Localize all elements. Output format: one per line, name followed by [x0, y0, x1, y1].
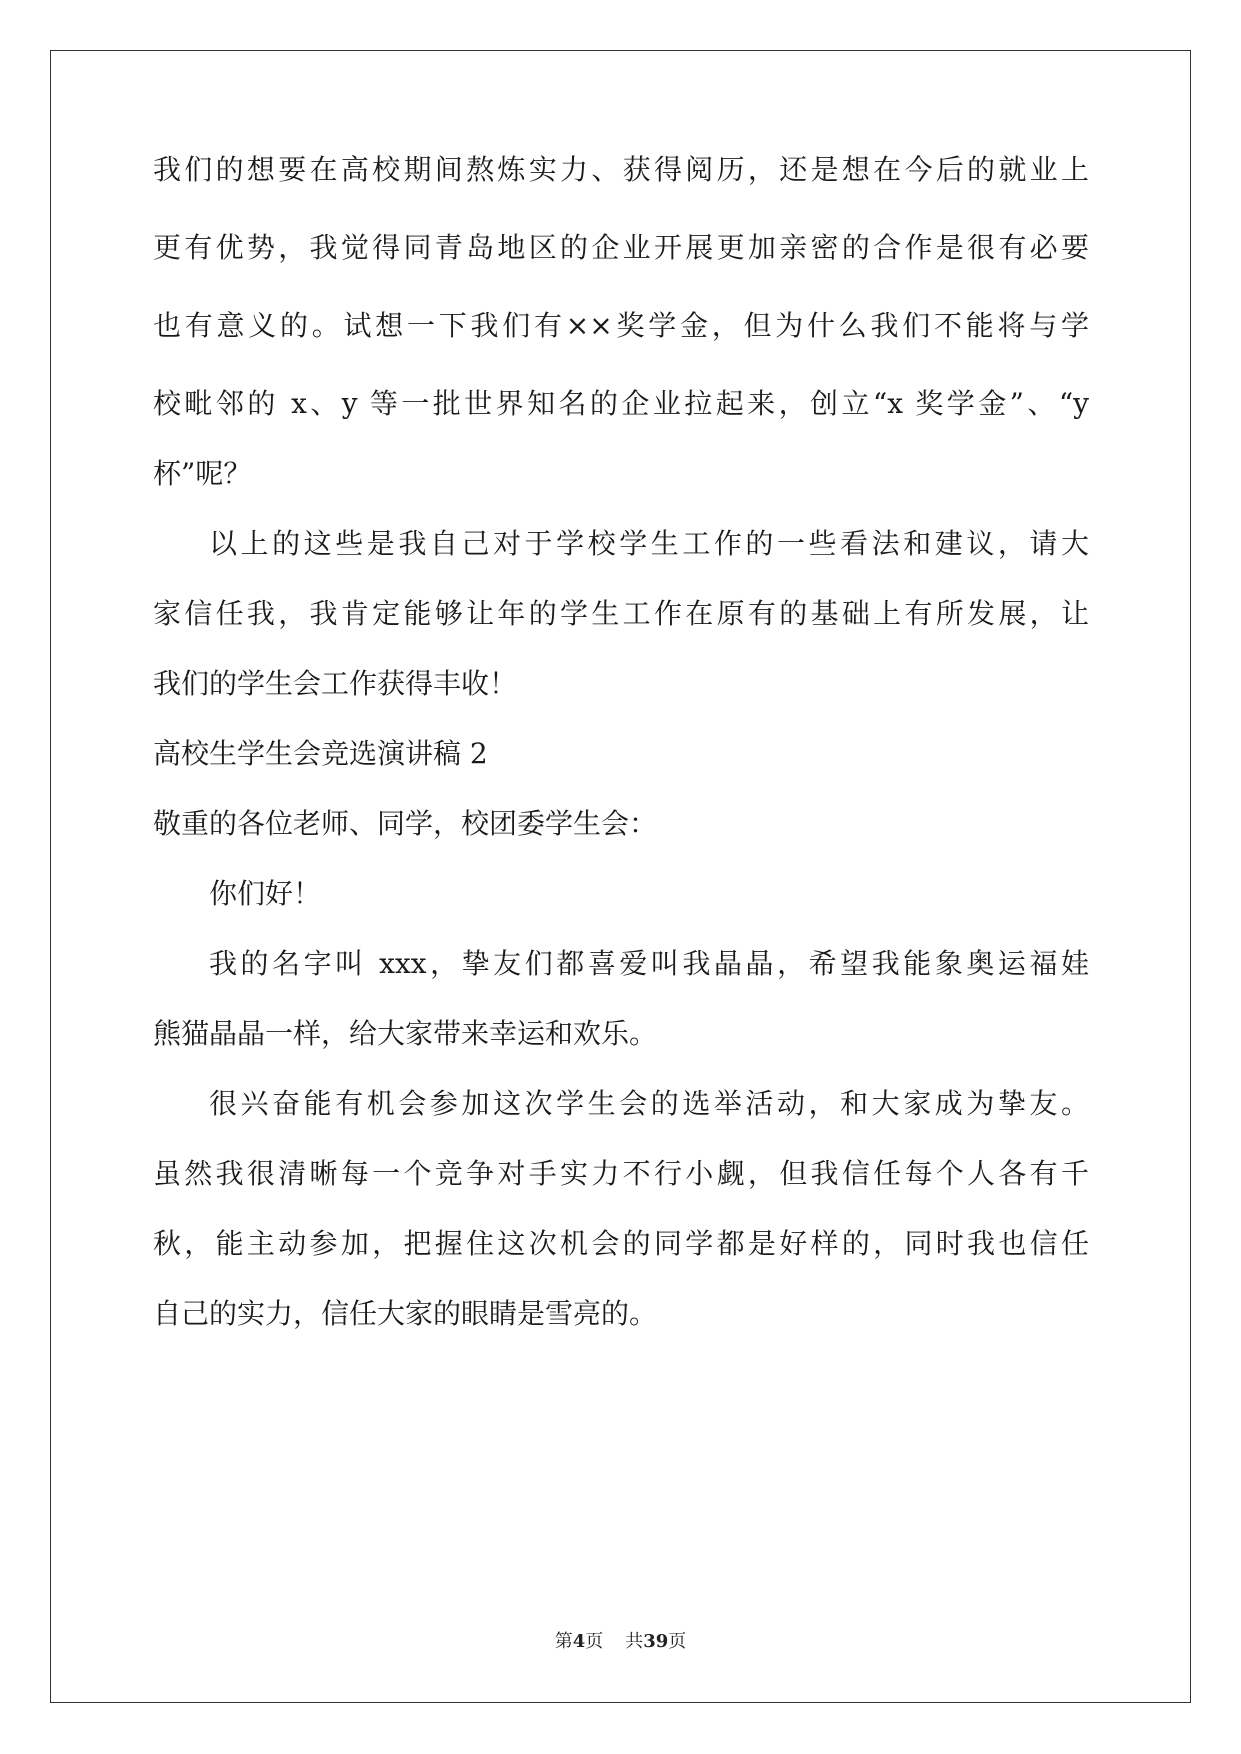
body-line: 我们的学生会工作获得丰收！: [153, 667, 518, 700]
page-footer: [0, 1630, 1241, 1654]
paragraph-first-line: 以上的这些是我自己对于学校学生工作的一些看法和建议，请大: [209, 527, 1089, 560]
footer-total-suffix: 页: [668, 1631, 687, 1652]
footer-total-pages: 39: [643, 1631, 669, 1652]
footer-page-suffix: 页: [585, 1631, 604, 1652]
paragraph-first-line: 很兴奋能有机会参加这次学生会的选举活动，和大家成为挚友。: [209, 1087, 1089, 1120]
body-line: 秋，能主动参加，把握住这次机会的同学都是好样的，同时我也信任: [153, 1227, 1089, 1260]
section-title: 高校生学生会竞选演讲稿 2: [153, 737, 488, 770]
footer-total-prefix: 共: [625, 1631, 644, 1652]
greeting: 你们好！: [209, 877, 322, 910]
body-line: 我们的想要在高校期间熬炼实力、获得阅历，还是想在今后的就业上: [153, 153, 1089, 186]
body-line: 杯”呢？: [153, 457, 252, 490]
body-line: 校毗邻的 x、y 等一批世界知名的企业拉起来，创立“x 奖学金”、“y: [153, 387, 1089, 420]
footer-page-number: 4: [572, 1631, 586, 1652]
salutation: 敬重的各位老师、同学，校团委学生会：: [153, 807, 658, 840]
body-line: 虽然我很清晰每一个竞争对手实力不行小觑，但我信任每个人各有千: [153, 1157, 1089, 1190]
body-line: 家信任我，我肯定能够让年的学生工作在原有的基础上有所发展，让: [153, 597, 1089, 630]
body-line: 自己的实力，信任大家的眼睛是雪亮的。: [153, 1297, 658, 1330]
body-line: 熊猫晶晶一样，给大家带来幸运和欢乐。: [153, 1017, 658, 1050]
body-line: 也有意义的。试想一下我们有××奖学金，但为什么我们不能将与学: [153, 309, 1089, 342]
paragraph-first-line: 我的名字叫 xxx，挚友们都喜爱叫我晶晶，希望我能象奥运福娃: [209, 947, 1089, 980]
body-line: 更有优势，我觉得同青岛地区的企业开展更加亲密的合作是很有必要: [153, 231, 1089, 264]
footer-page-prefix: 第: [554, 1631, 573, 1652]
